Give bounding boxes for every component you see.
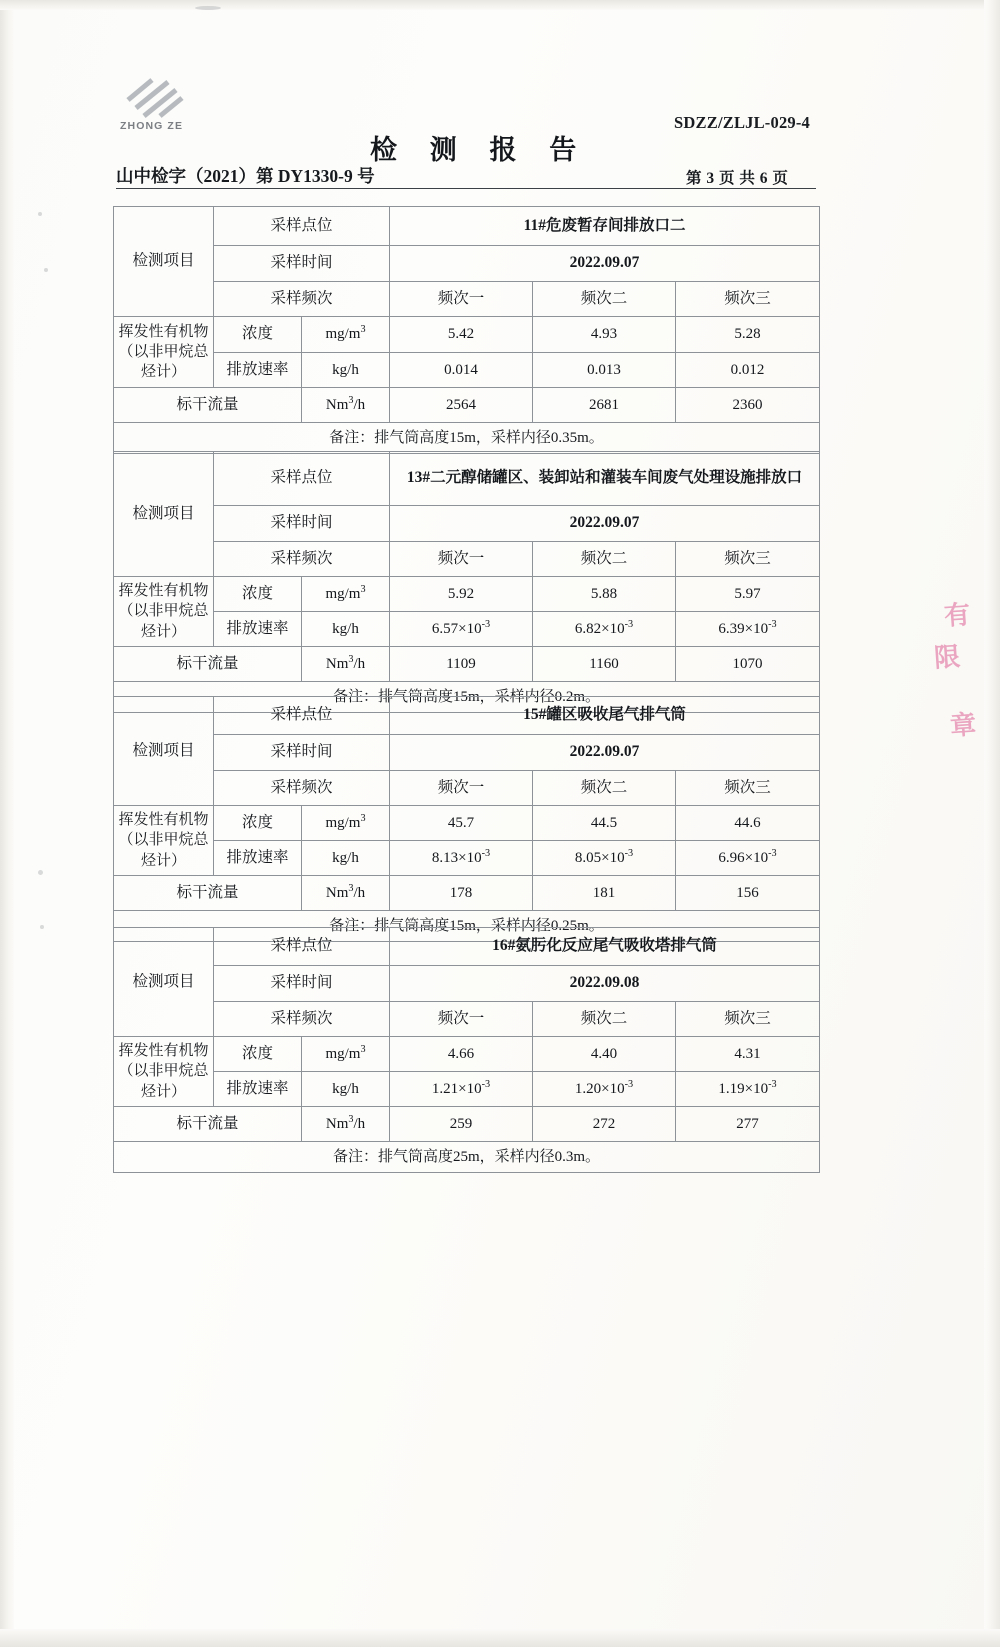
table-row xyxy=(114,647,820,682)
page-title: 检 测 报 告 xyxy=(370,135,590,165)
measurement-table-1 xyxy=(113,206,820,454)
scan-speck xyxy=(44,268,48,272)
flow-value-3: 1070 xyxy=(676,647,820,682)
emission-rate-value-2: 0.013 xyxy=(533,353,676,388)
emission-rate-label: 排放速率 xyxy=(214,612,302,647)
test-item-label: 检测项目 xyxy=(114,207,214,317)
concentration-label: 浓度 xyxy=(214,806,302,841)
sampling-time-value: 2022.09.08 xyxy=(390,966,820,1002)
table-row xyxy=(114,577,820,612)
flow-value-3: 277 xyxy=(676,1107,820,1142)
emission-rate-label: 排放速率 xyxy=(214,353,302,388)
flow-value-2: 1160 xyxy=(533,647,676,682)
header-divider xyxy=(116,188,816,189)
concentration-value-3: 5.28 xyxy=(676,317,820,353)
standard-dry-flow-label: 标干流量 xyxy=(114,876,302,911)
table-row xyxy=(114,612,820,647)
table-row xyxy=(114,353,820,388)
standard-dry-flow-label: 标干流量 xyxy=(114,1107,302,1142)
flow-unit: Nm$^3$/h xyxy=(302,647,390,682)
table-row xyxy=(114,841,820,876)
pollutant-label: 挥发性有机物（以非甲烷总烃计） xyxy=(114,806,214,876)
table-row xyxy=(114,966,820,1002)
emission-rate-value-1: $1.21\times 10^{-3}$ xyxy=(390,1072,533,1107)
emission-rate-unit: kg/h xyxy=(302,612,390,647)
concentration-unit: $mg/m^3$ xyxy=(302,317,390,353)
flow-value-2: 272 xyxy=(533,1107,676,1142)
frequency-3-label: 频次三 xyxy=(676,282,820,317)
table-row xyxy=(114,246,820,282)
concentration-value-2: 44.5 xyxy=(533,806,676,841)
table-row xyxy=(114,423,820,454)
document-code: SDZZ/ZLJL-029-4 xyxy=(674,113,810,132)
remark-text: 备注：排气筒高度15m，采样内径0.35m。 xyxy=(114,423,820,454)
emission-rate-value-2: $8.05\times 10^{-3}$ xyxy=(533,841,676,876)
frequency-2-label: 频次二 xyxy=(533,542,676,577)
measurement-table-3 xyxy=(113,696,820,942)
table-row xyxy=(114,1037,820,1072)
table-row xyxy=(114,1107,820,1142)
flow-unit: Nm$^3$/h xyxy=(302,388,390,423)
frequency-1-label: 频次一 xyxy=(390,542,533,577)
emission-rate-value-3: $6.39\times 10^{-3}$ xyxy=(676,612,820,647)
measurement-table-2 xyxy=(113,451,820,713)
seal-bleed-through: 有 限 章 xyxy=(933,600,978,741)
page-number: 第 3 页 共 6 页 xyxy=(686,170,789,187)
frequency-2-label: 频次二 xyxy=(533,282,676,317)
frequency-2-label: 频次二 xyxy=(533,1002,676,1037)
standard-dry-flow-label: 标干流量 xyxy=(114,647,302,682)
table-row xyxy=(114,317,820,353)
flow-unit: Nm$^3$/h xyxy=(302,876,390,911)
frequency-2-label: 频次二 xyxy=(533,771,676,806)
emission-rate-value-3: $1.19\times 10^{-3}$ xyxy=(676,1072,820,1107)
sampling-frequency-label: 采样频次 xyxy=(214,542,390,577)
sampling-point-label: 采样点位 xyxy=(214,452,390,506)
scan-speck xyxy=(195,6,221,10)
frequency-1-label: 频次一 xyxy=(390,1002,533,1037)
emission-rate-unit: kg/h xyxy=(302,353,390,388)
concentration-value-3: 5.97 xyxy=(676,577,820,612)
standard-dry-flow-label: 标干流量 xyxy=(114,388,302,423)
sampling-frequency-label: 采样频次 xyxy=(214,282,390,317)
table-row xyxy=(114,506,820,542)
concentration-unit: $mg/m^3$ xyxy=(302,577,390,612)
pollutant-label: 挥发性有机物（以非甲烷总烃计） xyxy=(114,1037,214,1107)
sampling-point-label: 采样点位 xyxy=(214,928,390,966)
frequency-3-label: 频次三 xyxy=(676,1002,820,1037)
flow-value-1: 1109 xyxy=(390,647,533,682)
flow-value-3: 2360 xyxy=(676,388,820,423)
table-row xyxy=(114,735,820,771)
concentration-value-2: 5.88 xyxy=(533,577,676,612)
sampling-time-label: 采样时间 xyxy=(214,966,390,1002)
emission-rate-value-2: $1.20\times 10^{-3}$ xyxy=(533,1072,676,1107)
emission-rate-label: 排放速率 xyxy=(214,841,302,876)
table-row xyxy=(114,207,820,246)
emission-rate-value-1: $6.57\times 10^{-3}$ xyxy=(390,612,533,647)
table-row xyxy=(114,282,820,317)
table-row xyxy=(114,388,820,423)
table-row xyxy=(114,771,820,806)
sampling-frequency-label: 采样频次 xyxy=(214,771,390,806)
flow-value-1: 259 xyxy=(390,1107,533,1142)
flow-unit: Nm$^3$/h xyxy=(302,1107,390,1142)
concentration-value-3: 44.6 xyxy=(676,806,820,841)
table-row xyxy=(114,697,820,735)
concentration-label: 浓度 xyxy=(214,577,302,612)
table-row xyxy=(114,1072,820,1107)
sampling-time-label: 采样时间 xyxy=(214,506,390,542)
flow-value-1: 2564 xyxy=(390,388,533,423)
concentration-value-1: 4.66 xyxy=(390,1037,533,1072)
sampling-time-label: 采样时间 xyxy=(214,246,390,282)
sampling-point-value: 16#氨肟化反应尾气吸收塔排气筒 xyxy=(390,928,820,966)
sampling-point-label: 采样点位 xyxy=(214,697,390,735)
remark-text: 备注：排气筒高度25m，采样内径0.3m。 xyxy=(114,1142,820,1173)
scan-speck xyxy=(40,925,44,929)
concentration-unit: $mg/m^3$ xyxy=(302,1037,390,1072)
concentration-value-2: 4.93 xyxy=(533,317,676,353)
concentration-value-1: 5.92 xyxy=(390,577,533,612)
frequency-3-label: 频次三 xyxy=(676,542,820,577)
concentration-value-1: 5.42 xyxy=(390,317,533,353)
remark-text: 备注：排气筒高度15m，采样内径0.25m。 xyxy=(114,911,820,942)
flow-value-3: 156 xyxy=(676,876,820,911)
report-number: 山中检字（2021）第 DY1330-9 号 xyxy=(116,166,375,186)
sampling-time-value: 2022.09.07 xyxy=(390,506,820,542)
measurement-table-4 xyxy=(113,927,820,1173)
table-row xyxy=(114,876,820,911)
flow-value-2: 2681 xyxy=(533,388,676,423)
sampling-point-value: 13#二元醇储罐区、装卸站和灌装车间废气处理设施排放口 xyxy=(390,452,820,506)
concentration-label: 浓度 xyxy=(214,1037,302,1072)
test-item-label: 检测项目 xyxy=(114,452,214,577)
remark-text: 备注：排气筒高度15m，采样内径0.2m。 xyxy=(114,682,820,713)
scan-speck xyxy=(38,212,42,216)
table-row xyxy=(114,928,820,966)
emission-rate-unit: kg/h xyxy=(302,1072,390,1107)
flow-value-1: 178 xyxy=(390,876,533,911)
concentration-value-3: 4.31 xyxy=(676,1037,820,1072)
sampling-time-value: 2022.09.07 xyxy=(390,735,820,771)
pollutant-label: 挥发性有机物（以非甲烷总烃计） xyxy=(114,317,214,388)
concentration-value-2: 4.40 xyxy=(533,1037,676,1072)
sampling-point-label: 采样点位 xyxy=(214,207,390,246)
pollutant-label: 挥发性有机物（以非甲烷总烃计） xyxy=(114,577,214,647)
logo-mark-icon xyxy=(122,78,190,118)
sampling-time-value: 2022.09.07 xyxy=(390,246,820,282)
concentration-value-1: 45.7 xyxy=(390,806,533,841)
test-item-label: 检测项目 xyxy=(114,928,214,1037)
frequency-1-label: 频次一 xyxy=(390,771,533,806)
table-row xyxy=(114,542,820,577)
table-row xyxy=(114,1142,820,1173)
emission-rate-value-1: $8.13\times 10^{-3}$ xyxy=(390,841,533,876)
table-row xyxy=(114,452,820,506)
emission-rate-unit: kg/h xyxy=(302,841,390,876)
test-item-label: 检测项目 xyxy=(114,697,214,806)
company-logo xyxy=(118,78,208,138)
emission-rate-value-3: 0.012 xyxy=(676,353,820,388)
sampling-point-value: 11#危废暂存间排放口二 xyxy=(390,207,820,246)
logo-text: ZHONG ZE xyxy=(120,120,184,132)
sampling-time-label: 采样时间 xyxy=(214,735,390,771)
scan-speck xyxy=(38,870,43,875)
concentration-unit: $mg/m^3$ xyxy=(302,806,390,841)
concentration-label: 浓度 xyxy=(214,317,302,353)
frequency-1-label: 频次一 xyxy=(390,282,533,317)
table-row xyxy=(114,1002,820,1037)
frequency-3-label: 频次三 xyxy=(676,771,820,806)
emission-rate-value-1: 0.014 xyxy=(390,353,533,388)
emission-rate-label: 排放速率 xyxy=(214,1072,302,1107)
sampling-point-value: 15#罐区吸收尾气排气筒 xyxy=(390,697,820,735)
flow-value-2: 181 xyxy=(533,876,676,911)
emission-rate-value-2: $6.82\times 10^{-3}$ xyxy=(533,612,676,647)
sampling-frequency-label: 采样频次 xyxy=(214,1002,390,1037)
emission-rate-value-3: $6.96\times 10^{-3}$ xyxy=(676,841,820,876)
table-row xyxy=(114,806,820,841)
